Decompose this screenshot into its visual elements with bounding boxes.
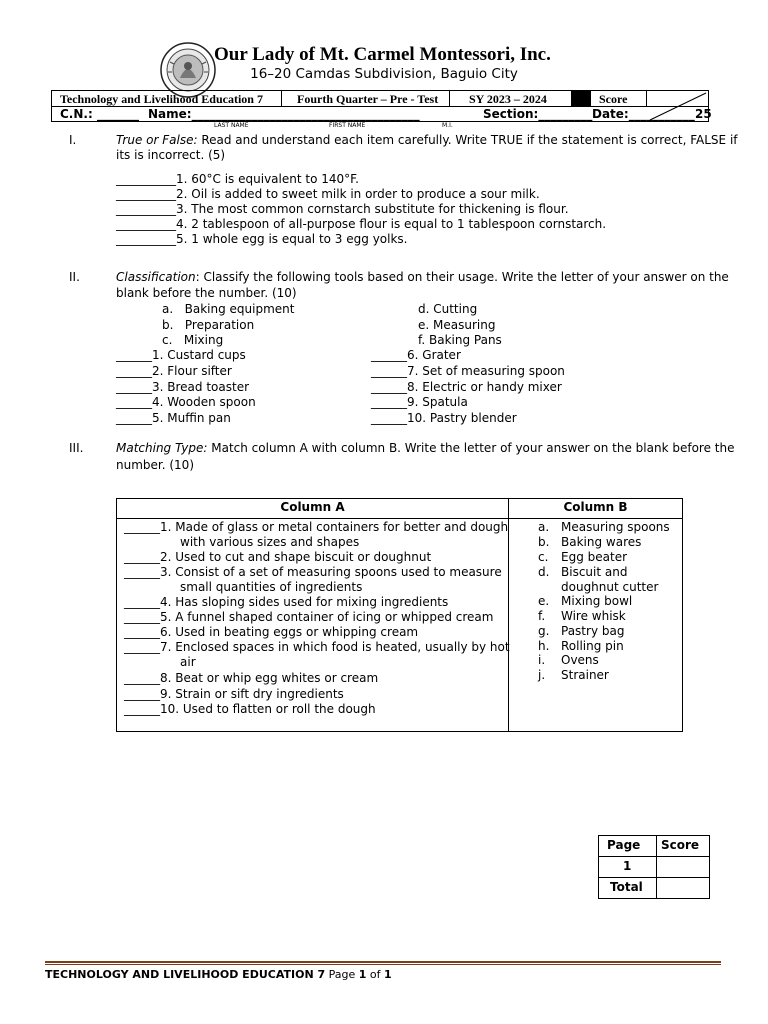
column-a-item: small quantities of ingredients xyxy=(180,580,363,594)
column-a-item: ______7. Enclosed spaces in which food is heated, usually by hot xyxy=(124,640,510,654)
column-b-item: Strainer xyxy=(561,668,609,682)
classification-item: ______3. Bread toaster xyxy=(116,380,250,394)
column-b-letter: i. xyxy=(538,653,546,667)
section-2-text-2: blank before the number. (10) xyxy=(116,286,297,300)
page-score-box xyxy=(598,835,710,899)
section-2-number: II. xyxy=(69,270,80,284)
classification-item: ______10. Pastry blender xyxy=(371,411,517,425)
section-3-number: III. xyxy=(69,441,84,455)
section-3-text: Match column A with column B. Write the letter of your answer on the blank before the xyxy=(207,441,735,455)
column-a-item: ______3. Consist of a set of measuring spoons used to measure xyxy=(124,565,502,579)
score-label: Score xyxy=(661,838,700,852)
section-1-text-2: its is incorrect. (5) xyxy=(116,148,226,162)
page-label: Page xyxy=(607,838,641,852)
choice-item: d. Cutting xyxy=(418,302,478,316)
column-b-item: Mixing bowl xyxy=(561,594,633,608)
footer-page-word: Page xyxy=(325,968,359,981)
school-name: Our Lady of Mt. Carmel Montessori, Inc. xyxy=(214,44,551,65)
column-b-header: Column B xyxy=(509,499,682,519)
tf-item: __________1. 60°C is equivalent to 140°F. xyxy=(116,172,359,186)
classification-item: ______9. Spatula xyxy=(371,395,468,409)
student-info-row xyxy=(52,107,708,122)
matching-table xyxy=(116,498,683,732)
info-table xyxy=(51,90,712,122)
column-b-item: Biscuit and xyxy=(561,565,628,579)
score-label: Score xyxy=(599,92,628,106)
section-1-instructions xyxy=(116,133,738,147)
school-year-cell: SY 2023 – 2024 xyxy=(469,92,547,106)
date-field[interactable]: Date:___________ xyxy=(592,107,695,121)
column-a-item: ______5. A funnel shaped container of icing or whipped cream xyxy=(124,610,494,624)
page-number: 1 xyxy=(623,859,632,873)
section-3-instructions xyxy=(116,441,734,455)
column-b-letter: a. xyxy=(538,520,550,534)
column-a-header: Column A xyxy=(117,499,508,519)
section-3-text-2: number. (10) xyxy=(116,458,194,472)
classification-item: ______7. Set of measuring spoon xyxy=(371,364,565,378)
column-b-item: doughnut cutter xyxy=(561,580,659,594)
column-a-item: ______4. Has sloping sides used for mixing ingredients xyxy=(124,595,449,609)
footer-page-total: 1 xyxy=(384,968,392,981)
column-a-item: ______6. Used in beating eggs or whipping cream xyxy=(124,625,419,639)
tf-item: __________2. Oil is added to sweet milk in order to produce a sour milk. xyxy=(116,187,540,201)
quarter-cell: Fourth Quarter – Pre - Test xyxy=(297,92,439,106)
footer-title: TECHNOLOGY AND LIVELIHOOD EDUCATION 7 xyxy=(45,968,326,981)
classification-item: ______4. Wooden spoon xyxy=(116,395,256,409)
column-a-item: with various sizes and shapes xyxy=(180,535,360,549)
column-b-letter: c. xyxy=(538,550,549,564)
footer-page-num: 1 xyxy=(358,968,367,981)
mi-label: M.I. xyxy=(442,122,453,129)
section-1-number: I. xyxy=(69,133,77,147)
column-b-letter: d. xyxy=(538,565,550,579)
column-b-letter: f. xyxy=(538,609,546,623)
school-address: 16–20 Camdas Subdivision, Baguio City xyxy=(250,66,518,82)
footer-rule xyxy=(45,961,721,963)
section-1-title: True or False: xyxy=(116,133,198,147)
classification-item: ______2. Flour sifter xyxy=(116,364,232,378)
total-score: 25 xyxy=(695,107,712,121)
cn-field[interactable]: C.N.: _______ xyxy=(60,107,139,121)
section-2-text: : Classify the following tools based on their usage. Write the letter of your answer on the xyxy=(195,270,729,284)
first-name-label: FIRST NAME xyxy=(329,122,366,129)
classification-item: ______5. Muffin pan xyxy=(116,411,231,425)
classification-item: ______1. Custard cups xyxy=(116,348,246,362)
section-1-text: Read and understand each item carefully. Write TRUE if the statement is correct, FALSE if xyxy=(197,133,738,147)
name-field[interactable]: Name:______________________________________ xyxy=(148,107,420,121)
column-a-item: ______9. Strain or sift dry ingredients xyxy=(124,687,344,701)
tf-item: __________4. 2 tablespoon of all-purpose flour is equal to 1 tablespoon cornstarch. xyxy=(116,217,607,231)
last-name-label: LAST NAME xyxy=(214,122,249,129)
column-b-letter: e. xyxy=(538,594,550,608)
choice-item: a. Baking equipment xyxy=(162,302,295,316)
black-box xyxy=(571,91,591,106)
choice-item: b. Preparation xyxy=(162,318,255,332)
section-2-title: Classification xyxy=(116,270,196,284)
classification-item: ______6. Grater xyxy=(371,348,461,362)
classification-item: ______8. Electric or handy mixer xyxy=(371,380,562,394)
section-3-title: Matching Type: xyxy=(116,441,208,455)
section-2-instructions xyxy=(116,270,729,284)
choice-item: c. Mixing xyxy=(162,333,224,347)
total-label: Total xyxy=(610,880,643,894)
column-a-item: ______1. Made of glass or metal containers for better and dough xyxy=(124,520,509,534)
column-b-item: Rolling pin xyxy=(561,639,624,653)
footer-rule xyxy=(45,964,721,965)
column-b-letter: h. xyxy=(538,639,550,653)
column-b-item: Wire whisk xyxy=(561,609,626,623)
subject-cell: Technology and Livelihood Education 7 xyxy=(60,92,263,106)
column-a-item: ______8. Beat or whip egg whites or cream xyxy=(124,671,379,685)
column-a-item: air xyxy=(180,655,196,669)
footer-of-word: of xyxy=(366,968,385,981)
choice-item: f. Baking Pans xyxy=(418,333,502,347)
column-b-item: Ovens xyxy=(561,653,599,667)
choice-item: e. Measuring xyxy=(418,318,496,332)
column-b-item: Egg beater xyxy=(561,550,628,564)
column-b-letter: b. xyxy=(538,535,550,549)
section-field[interactable]: Section:_________ xyxy=(483,107,593,121)
column-b-letter: g. xyxy=(538,624,550,638)
column-a-item: ______2. Used to cut and shape biscuit or doughnut xyxy=(124,550,432,564)
tf-item: __________3. The most common cornstarch substitute for thickening is flour. xyxy=(116,202,569,216)
column-b-item: Baking wares xyxy=(561,535,642,549)
column-b-item: Measuring spoons xyxy=(561,520,670,534)
column-b-letter: j. xyxy=(538,668,546,682)
footer xyxy=(45,968,392,981)
column-b-item: Pastry bag xyxy=(561,624,625,638)
column-a-item: ______10. Used to flatten or roll the dough xyxy=(124,702,376,716)
tf-item: __________5. 1 whole egg is equal to 3 egg yolks. xyxy=(116,232,408,246)
